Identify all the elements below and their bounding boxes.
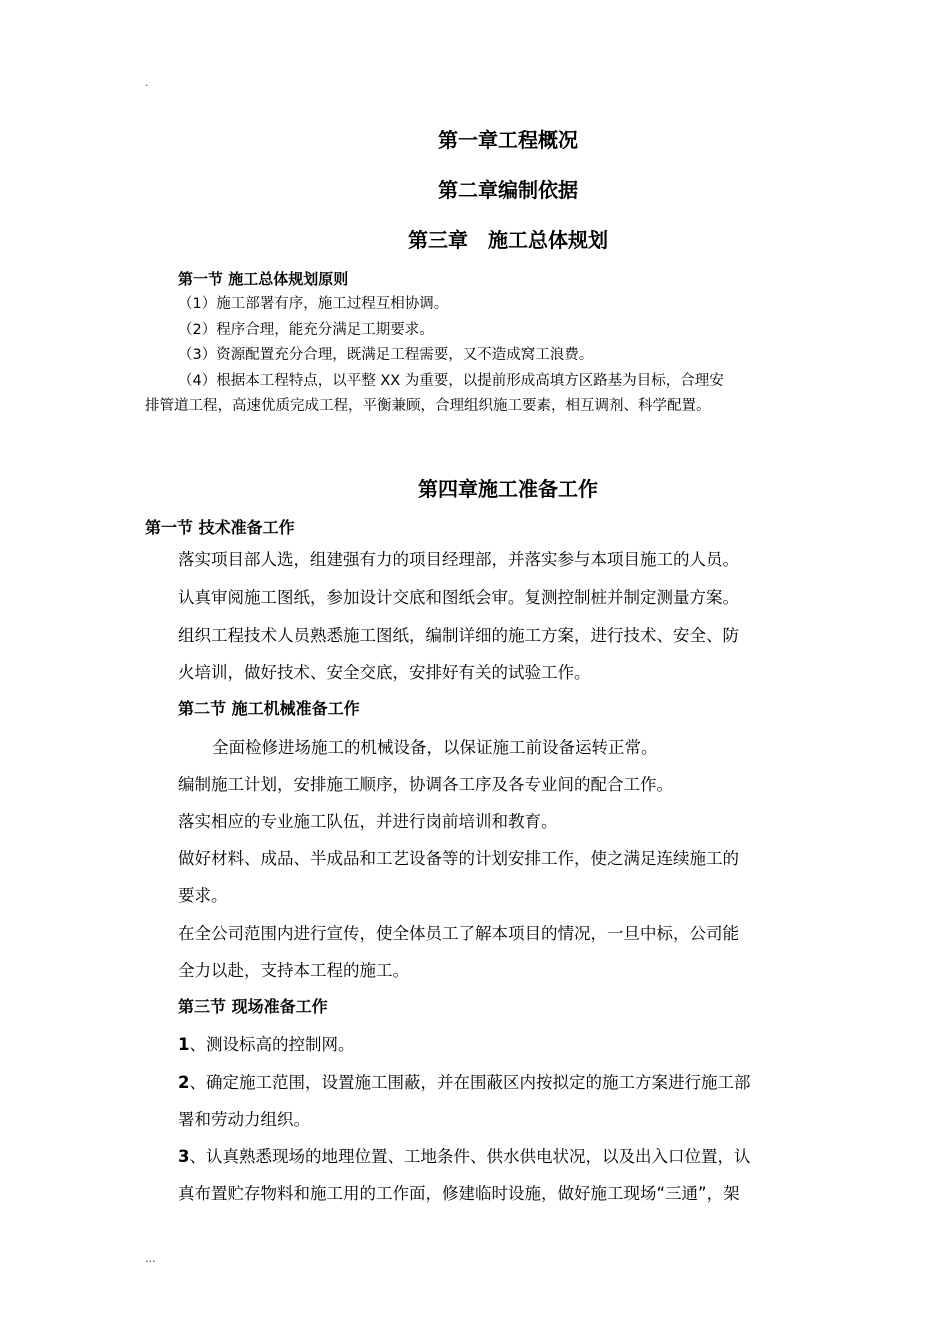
ch4-section-2-title: 第二节 施工机械准备工作 bbox=[178, 699, 360, 718]
ch4-sec1-line-2: 认真审阅施工图纸，参加设计交底和图纸会审。复测控制桩并制定测量方案。 bbox=[178, 588, 739, 607]
ch3-item-3: （3）资源配置充分合理，既满足工程需要，又不造成窝工浪费。 bbox=[178, 347, 594, 363]
ch4-sec3-item-2 bbox=[178, 1069, 750, 1093]
ch4-sec2-line-6: 在全公司范围内进行宣传，使全体员工了解本项目的情况，一旦中标，公司能 bbox=[178, 924, 739, 943]
chapter-1-title: 第一章工程概况 bbox=[438, 128, 578, 152]
chapter-4-title: 第四章施工准备工作 bbox=[418, 477, 598, 501]
item-number: 2 bbox=[178, 1073, 190, 1092]
ch4-sec3-item-2-cont: 署和劳动力组织。 bbox=[178, 1110, 310, 1129]
ch4-sec1-line-4: 火培训，做好技术、安全交底，安排好有关的试验工作。 bbox=[178, 663, 591, 682]
ch4-sec2-line-2: 编制施工计划，安排施工顺序，协调各工序及各专业间的配合工作。 bbox=[178, 775, 673, 794]
ch4-sec3-item-1 bbox=[178, 1031, 354, 1055]
item-number: 1 bbox=[178, 1035, 190, 1054]
ch4-section-1-title: 第一节 技术准备工作 bbox=[145, 518, 295, 537]
ch4-sec2-line-3: 落实相应的专业施工队伍，并进行岗前培训和教育。 bbox=[178, 812, 558, 831]
ch4-sec1-line-3: 组织工程技术人员熟悉施工图纸，编制详细的施工方案，进行技术、安全、防 bbox=[178, 626, 739, 645]
item-number: 3 bbox=[178, 1147, 190, 1166]
ch4-sec3-item-3-cont: 真布置贮存物料和施工用的工作面，修建临时设施，做好施工现场“三通”，架 bbox=[178, 1184, 740, 1203]
header-mark: . bbox=[145, 76, 149, 89]
ch3-item-4-cont: 排管道工程，高速优质完成工程，平衡兼顾，合理组织施工要素，相互调剂、科学配置。 bbox=[145, 398, 711, 414]
item-text: 、确定施工范围，设置施工围蔽，并在围蔽区内按拟定的施工方案进行施工部 bbox=[189, 1073, 751, 1092]
ch4-sec1-line-1: 落实项目部人选，组建强有力的项目经理部，并落实参与本项目施工的人员。 bbox=[178, 550, 739, 569]
item-text: 、测设标高的控制网。 bbox=[189, 1035, 355, 1054]
ch4-section-3-title: 第三节 现场准备工作 bbox=[178, 997, 328, 1016]
ch4-sec2-line-7: 全力以赴，支持本工程的施工。 bbox=[178, 961, 409, 980]
chapter-3-title: 第三章 施工总体规划 bbox=[408, 228, 608, 252]
ch4-sec2-line-5: 要求。 bbox=[178, 886, 228, 905]
ch3-item-4: （4）根据本工程特点，以平整 XX 为重要，以提前形成高填方区路基为目标，合理安 bbox=[178, 373, 724, 389]
ch4-sec2-line-4: 做好材料、成品、半成品和工艺设备等的计划安排工作，使之满足连续施工的 bbox=[178, 849, 739, 868]
ch3-item-1: （1）施工部署有序，施工过程互相协调。 bbox=[178, 296, 449, 312]
ch3-item-2: （2）程序合理，能充分满足工期要求。 bbox=[178, 322, 434, 338]
item-text: 、认真熟悉现场的地理位置、工地条件、供水供电状况，以及出入口位置，认 bbox=[189, 1147, 751, 1166]
ch3-section-1-title: 第一节 施工总体规划原则 bbox=[178, 270, 349, 288]
ch4-sec3-item-3 bbox=[178, 1143, 750, 1167]
footer-mark: ... bbox=[145, 1252, 156, 1265]
chapter-2-title: 第二章编制依据 bbox=[438, 178, 578, 202]
ch4-sec2-line-1: 全面检修进场施工的机械设备，以保证施工前设备运转正常。 bbox=[212, 738, 658, 757]
